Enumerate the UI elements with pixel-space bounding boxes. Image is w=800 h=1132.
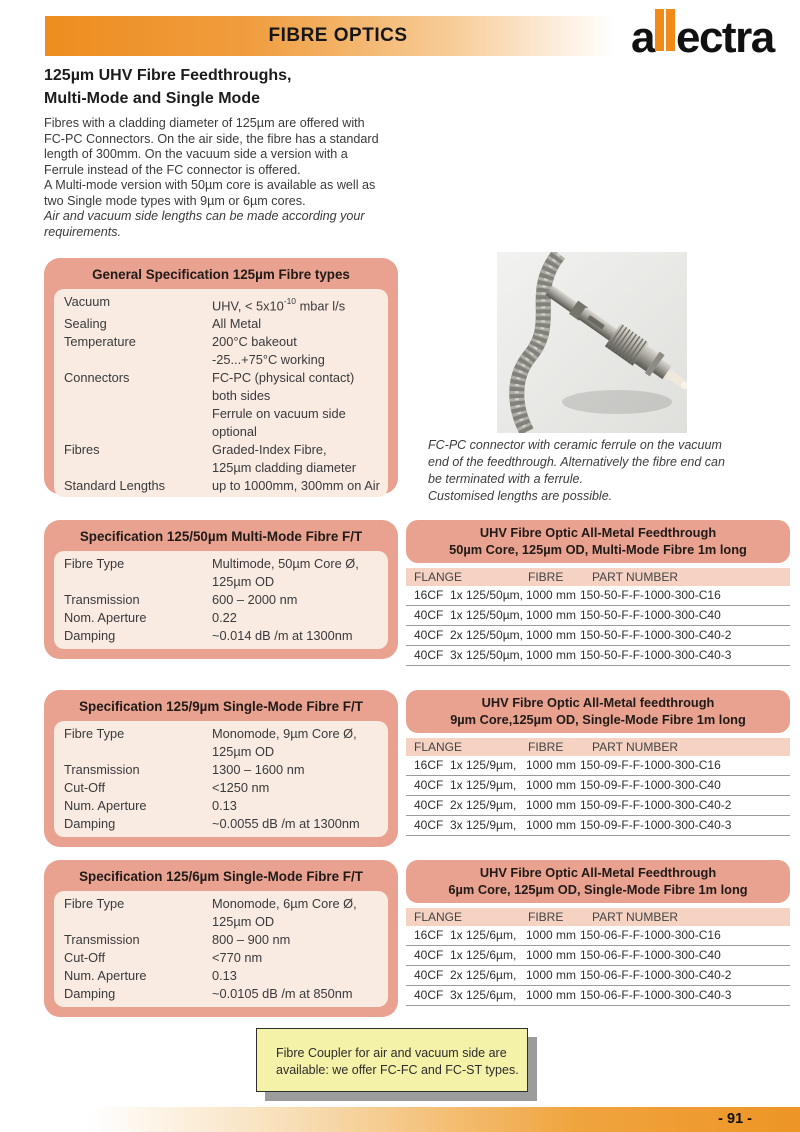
- table-row: [406, 796, 790, 816]
- column-header: FLANGE: [414, 910, 463, 924]
- spec-label: [64, 351, 212, 369]
- spec-label: Fibre Type: [64, 896, 125, 911]
- column-header: FLANGE: [414, 740, 463, 754]
- cell-part-number: 150-06-F-F-1000-300-C40-2: [580, 968, 732, 982]
- spec-row: [54, 627, 388, 645]
- table-row: [406, 966, 790, 986]
- photo-caption: [428, 437, 788, 505]
- spec-label: Transmission: [64, 932, 140, 947]
- spec-label: Connectors: [64, 370, 130, 386]
- table-row: [406, 986, 790, 1006]
- spec-row: [54, 779, 388, 797]
- spec-box-body: [54, 891, 388, 1007]
- spec-value: 600 – 2000 nm: [212, 592, 298, 607]
- cell-part-number: 150-50-F-F-1000-300-C16: [580, 588, 721, 602]
- spec-label: Damping: [64, 628, 116, 643]
- spec-label: Num. Aperture: [64, 798, 147, 813]
- column-header: FIBRE: [528, 740, 564, 754]
- cell-part-number: 150-06-F-F-1000-300-C16: [580, 928, 721, 942]
- cell-part-number: 150-09-F-F-1000-300-C40-3: [580, 818, 732, 832]
- spec-label: Cut-Off: [64, 950, 106, 965]
- spec-value: 125µm cladding diameter: [212, 460, 356, 476]
- spec-row: [54, 609, 388, 627]
- cell-length: 1000 mm: [526, 588, 577, 602]
- note-line: Fibre Coupler for air and vacuum side are: [276, 1046, 507, 1060]
- spec-row: [54, 555, 388, 573]
- spec-label: [64, 387, 212, 405]
- intro-line: A Multi-mode version with 50µm core is available as well as: [44, 178, 376, 192]
- spec-row: [54, 423, 388, 441]
- spec-row: [54, 761, 388, 779]
- logo-text-suffix: ectra: [675, 13, 774, 62]
- cell-part-number: 150-50-F-F-1000-300-C40-3: [580, 648, 732, 662]
- cell-flange: 40CF: [414, 988, 444, 1002]
- part-table-title: [406, 520, 790, 563]
- column-header: PART NUMBER: [592, 740, 679, 754]
- doc-title-line: 125µm UHV Fibre Feedthroughs,: [44, 67, 292, 84]
- part-table-title: [406, 860, 790, 903]
- part-table-6um: [406, 860, 790, 1006]
- logo-text-prefix: a: [631, 13, 654, 62]
- caption-line: Customised lengths are possible.: [428, 489, 613, 503]
- cell-length: 1000 mm: [526, 968, 577, 982]
- cell-length: 1000 mm: [526, 798, 577, 812]
- cell-part-number: 150-09-F-F-1000-300-C40-2: [580, 798, 732, 812]
- spec-label: [64, 423, 212, 441]
- spec-row: [54, 405, 388, 423]
- intro-line: FC-PC Connectors. On the air side, the fibre has a standard: [44, 131, 379, 146]
- spec-row: [54, 967, 388, 985]
- spec-row: [54, 441, 388, 459]
- spec-value: up to 1000mm, 300mm on Air: [212, 478, 380, 494]
- spec-box-6um: [44, 860, 398, 1017]
- spec-label: [64, 743, 212, 761]
- table-row: [406, 926, 790, 946]
- connector-photo: [497, 252, 687, 433]
- column-header: PART NUMBER: [592, 570, 679, 584]
- spec-row: [54, 369, 388, 387]
- spec-box-50um: [44, 520, 398, 659]
- spec-value: -25...+75°C working: [212, 352, 325, 368]
- page-number: - 91 -: [718, 1111, 752, 1127]
- spec-row: [54, 387, 388, 405]
- spec-value: 0.22: [212, 610, 237, 625]
- cell-fibre: 2x 125/9µm,: [450, 798, 517, 812]
- spec-label: Damping: [64, 986, 116, 1001]
- spec-label: Fibre Type: [64, 726, 125, 741]
- spec-row: [54, 895, 388, 913]
- caption-line: end of the feedthrough. Alternatively the fibre end can: [428, 455, 725, 469]
- cell-flange: 40CF: [414, 778, 444, 792]
- table-row: [406, 626, 790, 646]
- spec-box-body: [54, 551, 388, 649]
- logo-bar-icon: [655, 9, 664, 51]
- caption-line: be terminated with a ferrule.: [428, 472, 583, 486]
- spec-row: [54, 351, 388, 369]
- spec-label: Vacuum: [64, 294, 110, 309]
- note-line: available: we offer FC-FC and FC-ST types.: [276, 1063, 519, 1077]
- spec-label: Transmission: [64, 762, 140, 777]
- cell-flange: 16CF: [414, 928, 444, 942]
- cell-fibre: 1x 125/50µm,: [450, 608, 523, 622]
- spec-value: ~0.0055 dB /m at 1300nm: [212, 816, 360, 831]
- caption-line: FC-PC connector with ceramic ferrule on the vacuum: [428, 438, 722, 452]
- cell-fibre: 2x 125/50µm,: [450, 628, 523, 642]
- cell-fibre: 1x 125/6µm,: [450, 928, 517, 942]
- cell-flange: 16CF: [414, 588, 444, 602]
- cell-length: 1000 mm: [526, 608, 577, 622]
- cell-flange: 40CF: [414, 968, 444, 982]
- intro-line: length of 300mm. On the vacuum side a version with a: [44, 147, 348, 161]
- cell-length: 1000 mm: [526, 928, 577, 942]
- part-table-title-line: 6µm Core, 125µm OD, Single-Mode Fibre 1m long: [448, 882, 748, 897]
- table-row: [406, 946, 790, 966]
- spec-row: [54, 815, 388, 833]
- spec-label: Standard Lengths: [64, 478, 166, 494]
- part-table-9um: [406, 690, 790, 836]
- spec-value: 125µm OD: [212, 914, 275, 929]
- intro-line: Fibres with a cladding diameter of 125µm are offered with: [44, 116, 365, 130]
- note-box: [256, 1028, 528, 1092]
- part-table-title-line: 9µm Core,125µm OD, Single-Mode Fibre 1m long: [450, 712, 746, 727]
- spec-value: 125µm OD: [212, 574, 275, 589]
- intro-line-italic: Air and vacuum side lengths can be made according your: [44, 209, 365, 223]
- cell-fibre: 1x 125/50µm,: [450, 588, 523, 602]
- general-spec-title: General Specification 125µm Fibre types: [92, 267, 350, 282]
- table-row: [406, 776, 790, 796]
- doc-title: [44, 64, 291, 110]
- general-spec-body: [54, 289, 388, 497]
- column-header: FLANGE: [414, 570, 463, 584]
- spec-value: <770 nm: [212, 950, 263, 965]
- cell-flange: 40CF: [414, 798, 444, 812]
- spec-value: All Metal: [212, 316, 262, 332]
- doc-title-line: Multi-Mode and Single Mode: [44, 90, 260, 107]
- table-column-headers: [406, 738, 790, 756]
- table-column-headers: [406, 908, 790, 926]
- footer-bar: [0, 1107, 800, 1132]
- spec-value: FC-PC (physical contact): [212, 370, 355, 386]
- spec-value: Monomode, 9µm Core Ø,: [212, 726, 357, 741]
- spec-label: Cut-Off: [64, 780, 106, 795]
- spec-row: [54, 591, 388, 609]
- spec-value: 0.13: [212, 798, 237, 813]
- spec-label: Temperature: [64, 334, 136, 350]
- cell-fibre: 1x 125/9µm,: [450, 758, 517, 772]
- cell-flange: 40CF: [414, 648, 444, 662]
- cell-part-number: 150-06-F-F-1000-300-C40: [580, 948, 721, 962]
- table-column-headers: [406, 568, 790, 586]
- cell-part-number: 150-50-F-F-1000-300-C40-2: [580, 628, 732, 642]
- cell-length: 1000 mm: [526, 648, 577, 662]
- cell-length: 1000 mm: [526, 628, 577, 642]
- cell-fibre: 1x 125/9µm,: [450, 778, 517, 792]
- logo-bar-icon: [666, 9, 675, 51]
- spec-row: [54, 913, 388, 931]
- spec-label: Transmission: [64, 592, 140, 607]
- spec-box-body: [54, 721, 388, 837]
- spec-value: 800 – 900 nm: [212, 932, 291, 947]
- spec-value: Monomode, 6µm Core Ø,: [212, 896, 357, 911]
- column-header: PART NUMBER: [592, 910, 679, 924]
- spec-value: 200°C bakeout: [212, 334, 297, 350]
- part-table-50um: [406, 520, 790, 666]
- cell-flange: 40CF: [414, 948, 444, 962]
- part-table-title-line: 50µm Core, 125µm OD, Multi-Mode Fibre 1m long: [449, 542, 747, 557]
- spec-label: Fibre Type: [64, 556, 125, 571]
- cell-flange: 16CF: [414, 758, 444, 772]
- spec-value: 0.13: [212, 968, 237, 983]
- fc-connector-illustration: [497, 252, 687, 433]
- spec-value: both sides: [212, 388, 271, 404]
- spec-value: 1300 – 1600 nm: [212, 762, 305, 777]
- spec-box-title: Specification 125/9µm Single-Mode Fibre F/T: [79, 699, 363, 714]
- spec-label: [64, 405, 212, 423]
- spec-label: Sealing: [64, 316, 107, 332]
- cell-fibre: 3x 125/50µm,: [450, 648, 523, 662]
- spec-row: [54, 985, 388, 1003]
- spec-value: optional: [212, 424, 257, 440]
- spec-label: Nom. Aperture: [64, 610, 147, 625]
- cell-part-number: 150-09-F-F-1000-300-C16: [580, 758, 721, 772]
- table-row: [406, 816, 790, 836]
- spec-row: [54, 725, 388, 743]
- cell-flange: 40CF: [414, 628, 444, 642]
- cell-fibre: 3x 125/6µm,: [450, 988, 517, 1002]
- cell-part-number: 150-09-F-F-1000-300-C40: [580, 778, 721, 792]
- spec-row: [54, 797, 388, 815]
- cell-length: 1000 mm: [526, 778, 577, 792]
- table-row: [406, 586, 790, 606]
- cell-length: 1000 mm: [526, 758, 577, 772]
- spec-label: Fibres: [64, 442, 100, 458]
- spec-row: [54, 949, 388, 967]
- superscript: -10: [283, 296, 297, 306]
- cell-fibre: 1x 125/6µm,: [450, 948, 517, 962]
- general-spec-box: [44, 258, 398, 494]
- spec-label: [64, 573, 212, 591]
- spec-row: [54, 743, 388, 761]
- intro-line-italic: requirements.: [44, 224, 121, 239]
- spec-label: Damping: [64, 816, 116, 831]
- spec-box-title: Specification 125/50µm Multi-Mode Fibre F/T: [79, 529, 363, 544]
- cell-length: 1000 mm: [526, 818, 577, 832]
- spec-box-title: Specification 125/6µm Single-Mode Fibre F/T: [79, 869, 363, 884]
- table-row: [406, 646, 790, 666]
- spec-value: Graded-Index Fibre,: [212, 442, 327, 458]
- spec-value: ~0.014 dB /m at 1300nm: [212, 628, 353, 643]
- cell-length: 1000 mm: [526, 988, 577, 1002]
- part-table-title-line: UHV Fibre Optic All-Metal Feedthrough: [479, 865, 717, 880]
- spec-value: Ferrule on vacuum side: [212, 406, 346, 422]
- spec-row: [54, 459, 388, 477]
- allectra-logo: [631, 8, 774, 60]
- spec-value: <1250 nm: [212, 780, 270, 795]
- spec-value: Multimode, 50µm Core Ø,: [212, 556, 359, 571]
- cell-fibre: 3x 125/9µm,: [450, 818, 517, 832]
- column-header: FIBRE: [528, 910, 564, 924]
- spec-value: ~0.0105 dB /m at 850nm: [212, 986, 353, 1001]
- cell-fibre: 2x 125/6µm,: [450, 968, 517, 982]
- cell-flange: 40CF: [414, 818, 444, 832]
- spec-row: [54, 573, 388, 591]
- spec-row: [54, 333, 388, 351]
- cell-part-number: 150-50-F-F-1000-300-C40: [580, 608, 721, 622]
- spec-row: [54, 293, 388, 315]
- cell-length: 1000 mm: [526, 948, 577, 962]
- page-title: FIBRE OPTICS: [268, 25, 408, 46]
- spec-value: 125µm OD: [212, 744, 275, 759]
- cell-flange: 40CF: [414, 608, 444, 622]
- part-table-title-line: UHV Fibre Optic All-Metal feedthrough: [481, 695, 715, 710]
- header-bar: [45, 16, 631, 56]
- spec-label: Num. Aperture: [64, 968, 147, 983]
- spec-value: UHV, < $5x10^{-10}$ mbar l/s: [212, 296, 346, 314]
- intro-line: two Single mode types with 9µm or 6µm cores.: [44, 193, 306, 208]
- table-row: [406, 756, 790, 776]
- spec-row: [54, 477, 388, 495]
- spec-label: [64, 459, 212, 477]
- cell-part-number: 150-06-F-F-1000-300-C40-3: [580, 988, 732, 1002]
- spec-label: [64, 913, 212, 931]
- intro-paragraph: [44, 116, 426, 240]
- part-table-title: [406, 690, 790, 733]
- column-header: FIBRE: [528, 570, 564, 584]
- intro-line: Ferrule instead of the FC connector is offered.: [44, 162, 301, 177]
- table-row: [406, 606, 790, 626]
- spec-row: [54, 315, 388, 333]
- spec-row: [54, 931, 388, 949]
- part-table-title-line: UHV Fibre Optic All-Metal Feedthrough: [479, 525, 717, 540]
- spec-box-9um: [44, 690, 398, 847]
